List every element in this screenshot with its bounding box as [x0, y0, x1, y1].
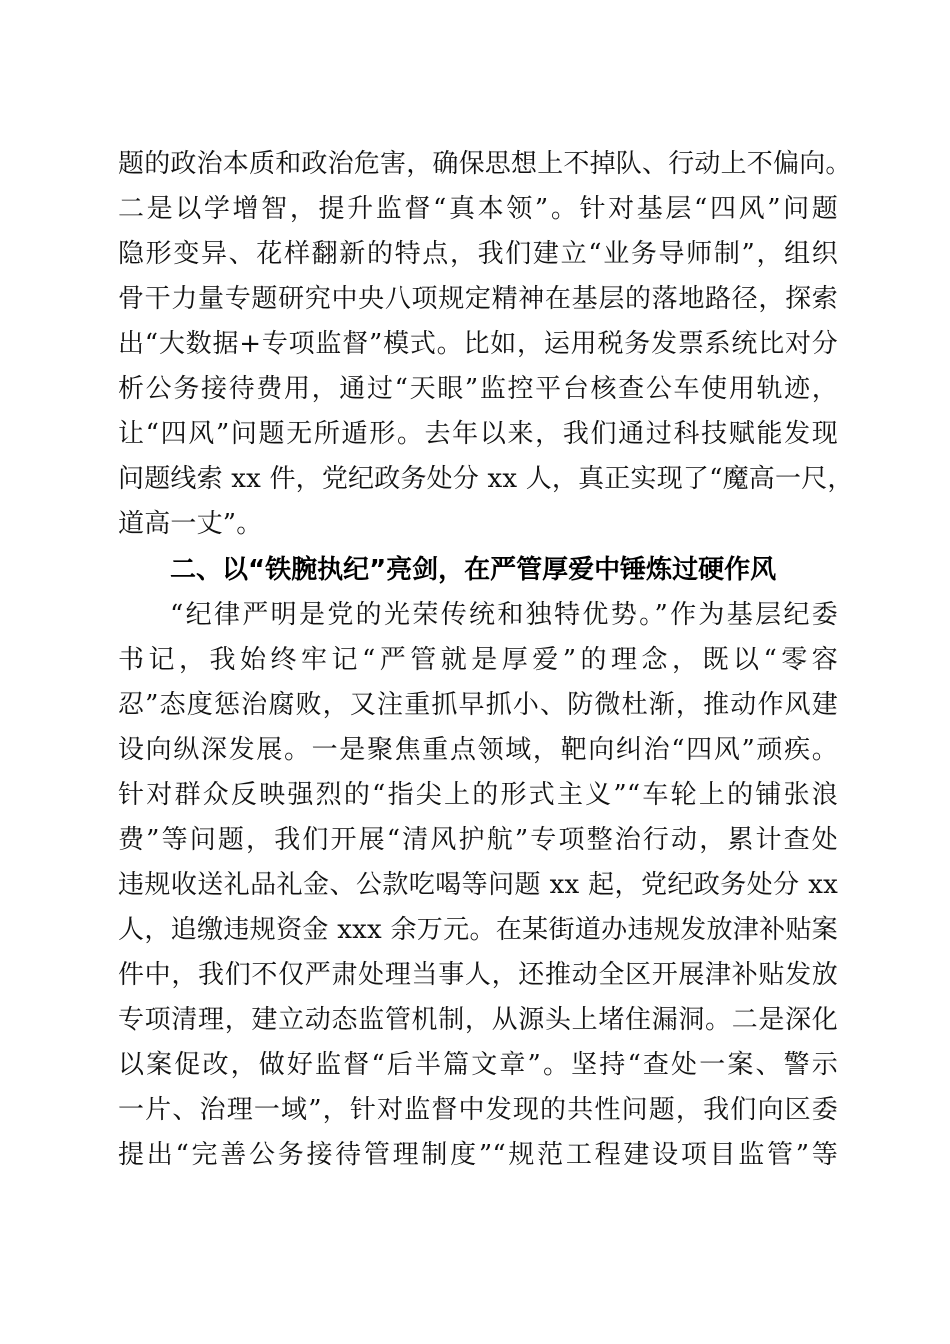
text-line: 让“四风”问题无所遁形。去年以来，我们通过科技赋能发现: [118, 419, 838, 449]
text-line: 人，追缴违规资金 xxx 余万元。在某街道办违规发放津补贴案: [118, 915, 838, 945]
text-line: 针对群众反映强烈的“指尖上的形式主义”“车轮上的铺张浪: [118, 780, 838, 810]
text-line: 题的政治本质和政治危害，确保思想上不掉队、行动上不偏向。: [118, 149, 852, 179]
text-line: 问题线索 xx 件，党纪政务处分 xx 人，真正实现了“魔高一尺，: [118, 464, 854, 494]
text-line: 专项清理，建立动态监管机制，从源头上堵住漏洞。二是深化: [118, 1005, 838, 1035]
text-line: 以案促改，做好监督“后半篇文章”。坚持“查处一案、警示: [118, 1050, 838, 1080]
text-line: 道高一丈”。: [118, 509, 263, 539]
text-line: 析公务接待费用，通过“天眼”监控平台核查公车使用轨迹，: [118, 374, 838, 404]
text-line: 件中，我们不仅严肃处理当事人，还推动全区开展津补贴发放: [118, 960, 838, 990]
section-heading: 二、以“铁腕执纪”亮剑，在严管厚爱中锤炼过硬作风: [170, 555, 777, 585]
text-line: 出“大数据+专项监督”模式。比如，运用税务发票系统比对分: [118, 329, 838, 359]
text-line: 骨干力量专题研究中央八项规定精神在基层的落地路径，探索: [118, 284, 838, 314]
text-line: 费”等问题，我们开展“清风护航”专项整治行动，累计查处: [118, 825, 838, 855]
text-line: 违规收送礼品礼金、公款吃喝等问题 xx 起，党纪政务处分 xx: [118, 870, 838, 900]
text-line: 二是以学增智，提升监督“真本领”。针对基层“四风”问题: [118, 194, 838, 224]
text-line: 设向纵深发展。一是聚焦重点领域，靶向纠治“四风”顽疾。: [118, 735, 838, 765]
text-line: 提出“完善公务接待管理制度”“规范工程建设项目监管”等: [118, 1140, 838, 1170]
text-line: 隐形变异、花样翻新的特点，我们建立“业务导师制”，组织: [118, 239, 838, 269]
text-line: 一片、治理一域”，针对监督中发现的共性问题，我们向区委: [118, 1095, 838, 1125]
text-line: 书记，我始终牢记“严管就是厚爱”的理念，既以“零容: [118, 645, 838, 675]
text-line: “纪律严明是党的光荣传统和独特优势。”作为基层纪委: [170, 600, 838, 630]
document-body: [118, 142, 854, 1178]
text-line: 忍”态度惩治腐败，又注重抓早抓小、防微杜渐，推动作风建: [118, 690, 838, 720]
